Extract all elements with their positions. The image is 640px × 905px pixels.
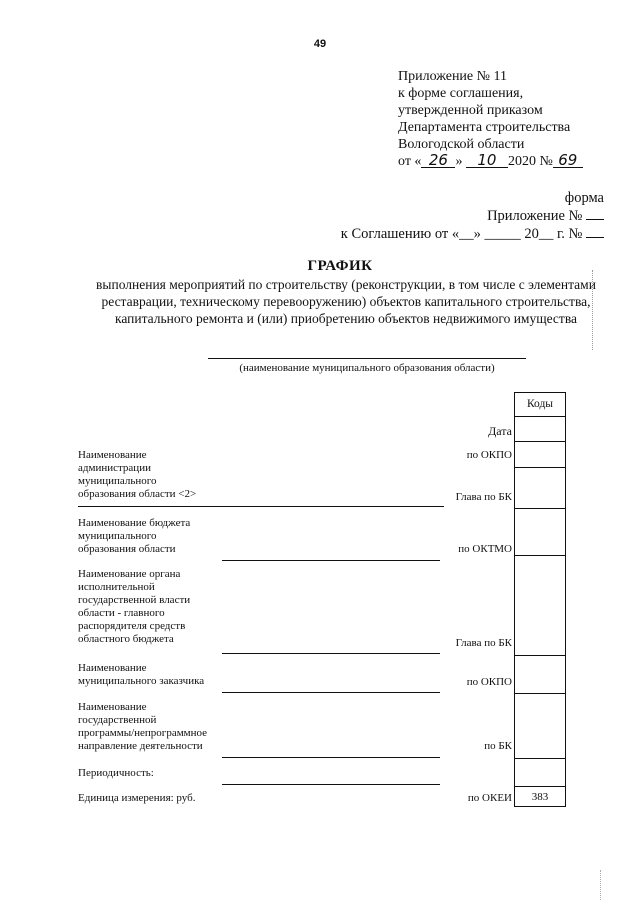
date-label: Дата: [488, 424, 512, 438]
form-agreement-blank: [586, 237, 604, 238]
appendix-date-line: [398, 153, 583, 171]
appendix-line-4: Департамента строительства: [398, 120, 571, 135]
date-year: 2020 №: [507, 154, 553, 169]
code-cell-divider: [514, 693, 566, 694]
date-month: 10: [466, 153, 508, 168]
program-label: Наименование государственной программы/непрограммное направление деятельности: [78, 701, 208, 752]
municipality-caption: (наименование муниципального образования области): [239, 362, 495, 374]
customer-underline: [222, 692, 440, 693]
codes-column: [514, 392, 566, 807]
form-word: форма: [564, 190, 604, 206]
admin-glava-label: Глава по БК: [455, 491, 512, 503]
admin-underline: [78, 506, 444, 507]
margin-dotted-line-bottom: [600, 870, 601, 900]
code-cell-divider: [514, 758, 566, 759]
organ-label: Наименование органа исполнительной государственной власти области - главного распорядителя средств областного бюджета: [78, 568, 191, 645]
admin-label: Наименование администрации муниципального образования области <2>: [78, 449, 197, 500]
appendix-line-3: утвержденной приказом: [398, 103, 543, 118]
codes-header: Коды: [526, 398, 554, 410]
budget-label: Наименование бюджета муниципального образования области: [78, 517, 191, 555]
date-prefix: от «: [398, 154, 422, 169]
page-number: 49: [313, 38, 327, 50]
unit-label: Единица измерения: руб.: [78, 792, 196, 804]
organ-underline: [222, 653, 440, 654]
code-cell-divider: [514, 655, 566, 656]
code-cell-divider: [514, 441, 566, 442]
code-cell-divider: [514, 416, 566, 417]
appendix-line-1: Приложение № 11: [398, 69, 507, 84]
date-mid: »: [455, 154, 463, 169]
form-agreement-line: [341, 226, 604, 243]
appendix-line-5: Вологодской области: [398, 137, 525, 152]
admin-okpo-label: по ОКПО: [466, 449, 512, 461]
customer-label: Наименование муниципального заказчика: [78, 662, 205, 687]
code-value-okei: 383: [531, 791, 549, 803]
program-bk-label: по БК: [484, 740, 512, 752]
program-underline: [222, 757, 440, 758]
periodicity-underline: [222, 784, 440, 785]
organ-glava-label: Глава по БК: [455, 637, 512, 649]
periodicity-label: Периодичность:: [78, 767, 154, 779]
document-title: ГРАФИК: [307, 258, 373, 274]
form-agreement-label: к Соглашению от «__» _____ 20__ г. №: [340, 226, 583, 242]
budget-underline: [222, 560, 440, 561]
unit-okei-label: по ОКЕИ: [467, 792, 512, 804]
form-appendix-label: Приложение №: [487, 208, 583, 224]
form-appendix-blank: [586, 219, 604, 220]
customer-okpo-label: по ОКПО: [466, 676, 512, 688]
code-cell-divider: [514, 508, 566, 509]
municipality-line: [208, 358, 526, 359]
date-number: 69: [553, 153, 583, 168]
form-appendix-line: [487, 208, 604, 225]
document-subtitle: выполнения мероприятий по строительству (реконструкции, в том числе с элементами реставрации, техническому перевооружению) объектов капитального строительства, капитального ремонта и (или) приобретению объектов недвижимого имущества: [96, 277, 596, 326]
appendix-line-2: к форме соглашения,: [398, 86, 524, 101]
code-cell-divider: [514, 555, 566, 556]
date-day: 26: [421, 153, 455, 168]
budget-oktmo-label: по ОКТМО: [458, 543, 512, 555]
code-cell-divider: [514, 786, 566, 787]
code-cell-divider: [514, 467, 566, 468]
